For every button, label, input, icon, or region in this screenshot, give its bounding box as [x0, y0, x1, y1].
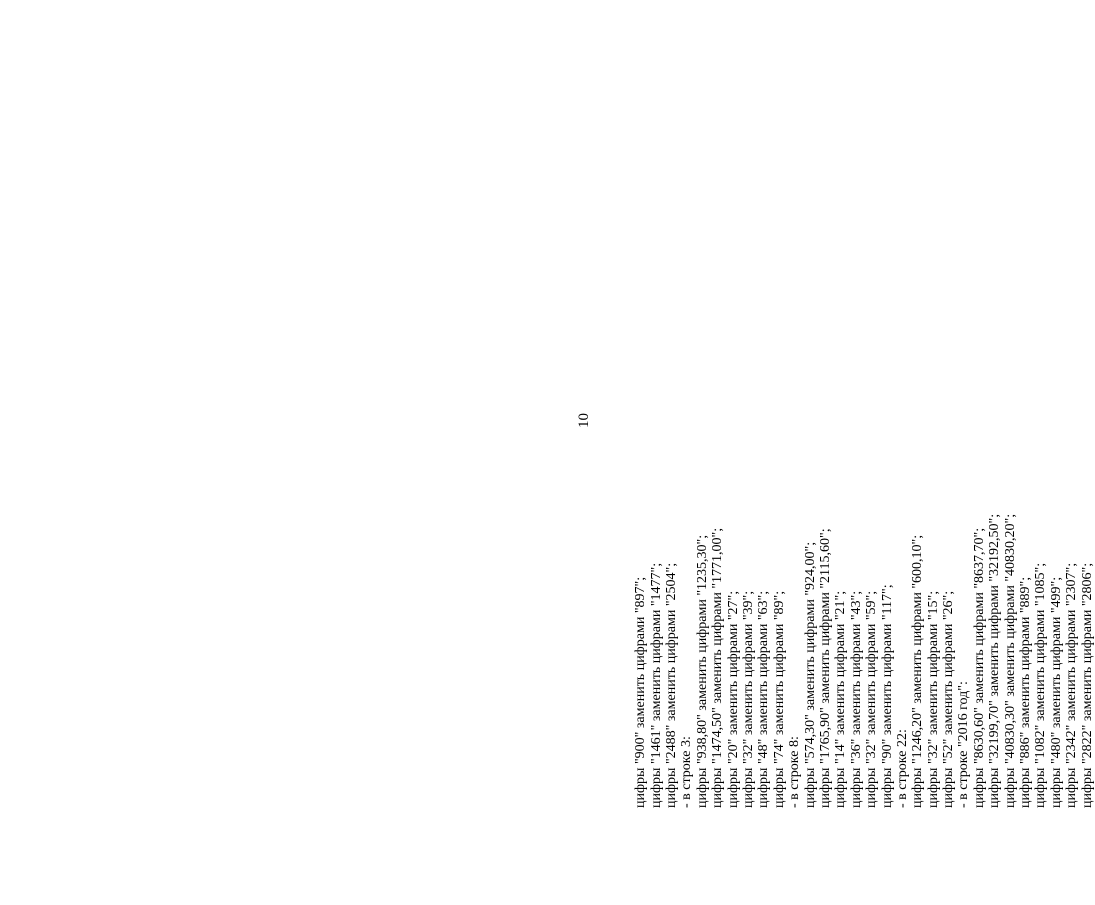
text-line: цифры "32" заменить цифрами "59";: [864, 590, 880, 808]
rotated-content: [575, 8, 1095, 808]
section-heading: - в строке 8:: [787, 736, 803, 808]
text-line: цифры "36" заменить цифрами "43";: [848, 590, 864, 808]
page-number: 10: [576, 413, 592, 428]
amendment-lines: [633, 8, 1095, 808]
text-line: цифры "32" заменить цифрами "39";: [741, 590, 757, 808]
section-heading: - в строке 3:: [679, 736, 695, 808]
text-line: цифры "90" заменить цифрами "117";: [879, 584, 895, 808]
text-line: цифры "14" заменить цифрами "21";: [833, 590, 849, 808]
text-line: цифры "32199,70" заменить цифрами "32192,50";: [987, 513, 1003, 808]
text-line: цифры "1765,90" заменить цифрами "2115,60";: [817, 528, 833, 808]
section-heading: - в строке "2016 год":: [956, 681, 972, 808]
text-line: цифры "1474,50" заменить цифрами "1771,00";: [710, 527, 726, 808]
text-line: цифры "1082" заменить цифрами "1085";: [1033, 562, 1049, 808]
text-line: цифры "32" заменить цифрами "15";: [925, 590, 941, 808]
text-line: цифры "74" заменить цифрами "89";: [771, 590, 787, 808]
text-line: цифры "2488" заменить цифрами "2504";: [664, 562, 680, 808]
section-heading: - в строке 22:: [894, 729, 910, 808]
text-line: цифры "2342" заменить цифрами "2307";: [1064, 562, 1080, 808]
text-line: цифры "52" заменить цифрами "26";: [941, 590, 957, 808]
text-line: цифры "886" заменить цифрами "889";: [1018, 576, 1034, 808]
text-line: цифры "1246,20" заменить цифрами "600,10";: [910, 534, 926, 808]
text-line: цифры "2822" заменить цифрами "2806";: [1079, 562, 1095, 808]
text-line: цифры "480" заменить цифрами "499";: [1048, 576, 1064, 808]
text-line: цифры "40830,30" заменить цифрами "40830,20";: [1002, 513, 1018, 808]
text-line: цифры "900" заменить цифрами "897";: [633, 576, 649, 808]
text-line: цифры "938,80" заменить цифрами "1235,30";: [694, 534, 710, 808]
text-line: цифры "574,30" заменить цифрами "924,00";: [802, 541, 818, 808]
text-line: цифры "20" заменить цифрами "27";: [725, 590, 741, 808]
text-line: цифры "8630,60" заменить цифрами "8637,70";: [971, 527, 987, 808]
text-line: цифры "1461" заменить цифрами "1477";: [648, 562, 664, 808]
text-line: цифры "48" заменить цифрами "63";: [756, 590, 772, 808]
